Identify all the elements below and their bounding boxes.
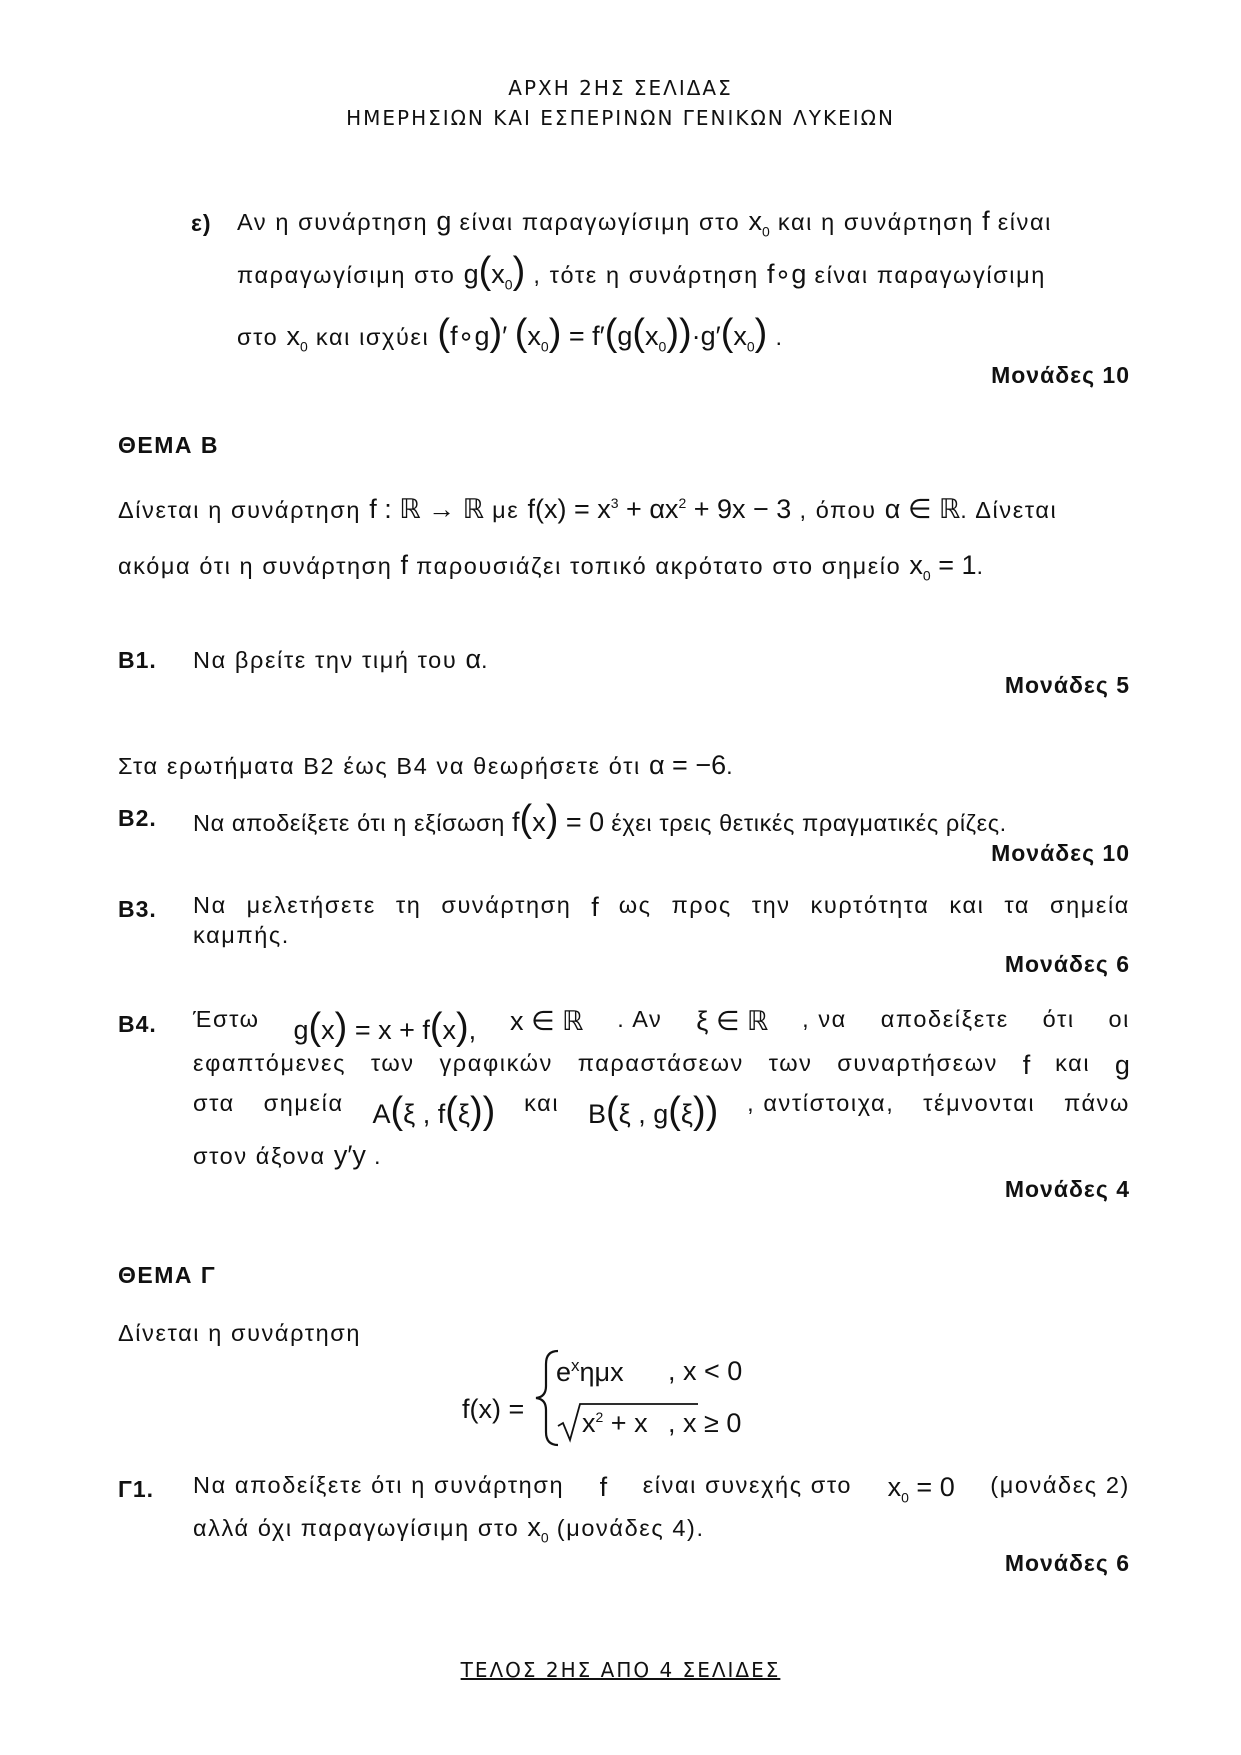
header-line2: ΗΜΕΡΗΣΙΩΝ ΚΑΙ ΕΣΠΕΡΙΝΩΝ ΓΕΝΙΚΩΝ ΛΥΚΕΙΩΝ [346, 106, 895, 130]
theme-b-title: ΘΕΜΑ Β [118, 432, 219, 458]
b4-label: Β4. [118, 1011, 157, 1037]
b4-line1: Έστω g(x) = x + f(x), x ∈ ℝ . Αν ξ ∈ ℝ , να αποδείξετε ότι οι [193, 1006, 1130, 1048]
c1-line1: Να αποδείξετε ότι η συνάρτηση f είναι συνεχής στο $x_0 = 0$ (μονάδες 2) [193, 1472, 1130, 1506]
theme-c-intro: Δίνεται η συνάρτηση [118, 1320, 362, 1346]
item-e-line3: στο $x_0$ και ισχύει (f∘g)′ $(x_0) = f'(g(x_0))\cdot g'(x_0)$ . [237, 312, 784, 355]
b4-line2: εφαπτόμενες των γραφικών παραστάσεων των συναρτήσεων f και g [193, 1050, 1130, 1080]
item-e-line2: παραγωγίσιμη στο $g(x_0)$ , τότε η συνάρτηση f∘g είναι παραγωγίσιμη [237, 250, 1046, 293]
b1-label: Β1. [118, 647, 157, 673]
formula-case1-cond: , x < 0 [668, 1356, 743, 1386]
b-note: Στα ερωτήματα Β2 έως Β4 να θεωρήσετε ότι α = −6. [118, 750, 735, 780]
b2-text: Να αποδείξετε ότι η εξίσωση f(x) = 0 έχει τρεις θετικές πραγματικές ρίζες. [193, 798, 1007, 840]
theme-b-intro2: ακόμα ότι η συνάρτηση f παρουσιάζει τοπικό ακρότατο στο σημείο $x_0 = 1$. [118, 550, 985, 584]
theme-b-intro1: Δίνεται η συνάρτηση f : ℝ → ℝ με $f(x) = x^3 + \alpha x^2 + 9x - 3$ , όπου α ∈ ℝ. Δίνεται [118, 494, 1058, 524]
b4-marks: Μονάδες 4 [1004, 1176, 1130, 1202]
item-e-line1: Αν η συνάρτηση g είναι παραγωγίσιμη στο $x_0$ και η συνάρτηση f είναι [237, 206, 1052, 240]
item-e-marks: Μονάδες 10 [991, 362, 1130, 388]
theme-c-title: ΘΕΜΑ Γ [118, 1262, 217, 1288]
b3-marks: Μονάδες 6 [1004, 951, 1130, 977]
b1-text: Να βρείτε την τιμή του α. [193, 644, 490, 674]
c1-label: Γ1. [118, 1476, 155, 1502]
b4-line4: στον άξονα y′y . [193, 1140, 383, 1170]
c1-marks: Μονάδες 6 [1004, 1550, 1130, 1576]
formula-case2-cond: , x ≥ 0 [668, 1408, 742, 1438]
c1-line2: αλλά όχι παραγωγίσιμη στο $x_0$ (μονάδες 4). [193, 1512, 705, 1546]
b3-line1: Να μελετήσετε τη συνάρτηση f ως προς την κυρτότητα και τα σημεία [193, 892, 1130, 922]
header-line1: ΑΡΧΗ 2ΗΣ ΣΕΛΙΔΑΣ [508, 76, 733, 100]
formula-case1-expr: $e^x\eta\mu x$ [556, 1356, 624, 1387]
footer [0, 1658, 1241, 1682]
b3-label: Β3. [118, 896, 157, 922]
formula-lhs: f(x) = [462, 1394, 525, 1424]
b3-line2: καμπής. [193, 922, 290, 948]
b2-label: Β2. [118, 805, 157, 831]
b1-marks: Μονάδες 5 [1004, 672, 1130, 698]
item-e-label: ε) [191, 210, 212, 236]
footer-text: ΤΕΛΟΣ 2ΗΣ ΑΠΟ 4 ΣΕΛΙΔΕΣ [460, 1658, 781, 1682]
b2-marks: Μονάδες 10 [991, 840, 1130, 866]
formula-case2-expr: $x^2 + x$ [556, 1408, 622, 1439]
b4-line3: στα σημεία Α(ξ , f(ξ)) και Β(ξ , g(ξ)) , αντίστοιχα, τέμνονται πάνω [193, 1090, 1130, 1132]
